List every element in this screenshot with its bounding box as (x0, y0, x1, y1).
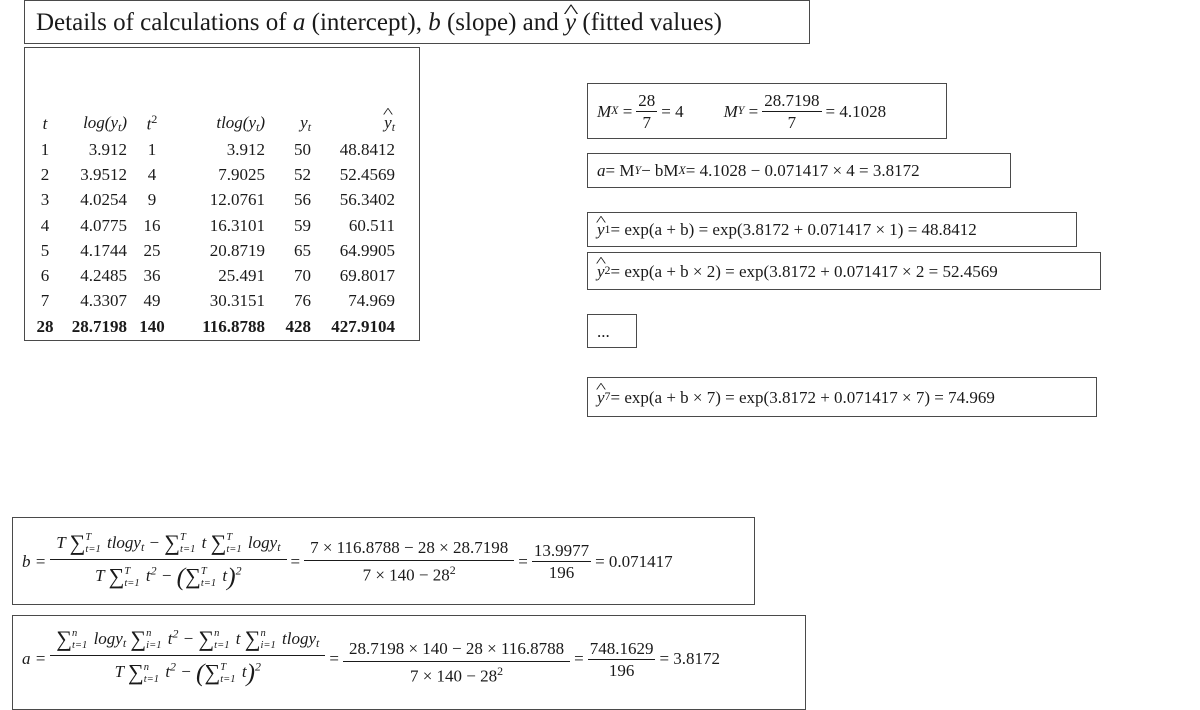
title-yhat-desc: (fitted values) (576, 9, 722, 36)
y1-symbol: ^ y (597, 221, 605, 238)
table-row (35, 289, 395, 314)
table-cell: 59 (294, 215, 311, 235)
table-cell: 56 (294, 190, 311, 210)
table-cell: 69.8017 (339, 266, 395, 286)
y1-formula: = exp(a + b) = exp(3.8172 + 0.071417 × 1) = 48.8412 (610, 220, 977, 239)
title-yhat: ^ y (565, 1, 576, 45)
calculation-table-box (24, 47, 420, 341)
table-cell: 30.3151 (209, 291, 265, 311)
table-cell: 49 (143, 291, 161, 311)
table-row (35, 162, 395, 187)
table-cell: 3.912 (226, 139, 265, 159)
table-cell: 4.1744 (80, 240, 127, 260)
b-symbolic-fraction: T ∑ T t=1 tlogy$_t$ − ∑ T t=1 t ∑ T t=1 logy$_t$ T ∑ T t=1 $t^2$ − (∑ T t=1 t)$^2$ (50, 528, 286, 594)
table-cell: 52 (294, 164, 311, 184)
table-cell: 140 (139, 316, 165, 336)
my-label: M (723, 101, 738, 121)
header-yhat-t: ^ $y_t$ (311, 110, 395, 137)
table-cell: 50 (294, 139, 311, 159)
table-cell: 7 (40, 291, 50, 311)
title-a: a (292, 9, 306, 36)
fitted-y1-box: ^ y 1 = exp(a + b) = exp(3.8172 + 0.071417 × 1) = 48.8412 (587, 212, 1077, 247)
table-cell: 28 (36, 316, 54, 336)
y7-formula: = exp(a + b × 7) = exp(3.8172 + 0.071417 × 7) = 74.969 (610, 387, 995, 407)
table-cell: 12.0761 (209, 190, 265, 210)
a-result: = 3.8172 (659, 649, 721, 668)
table-cell: 4 (40, 215, 50, 235)
table-cell: 60.511 (348, 215, 395, 235)
table-cell: 70 (294, 266, 311, 286)
fitted-y2-box: ^ y 2 = exp(a + b × 2) = exp(3.8172 + 0.071417 × 2 = 52.4569 (587, 252, 1101, 290)
table-cell: 36 (143, 266, 161, 286)
b-numeric-fraction: $\frac{7 \times 116.8788 - 28 \times 28.7198}{7 \times 140 - 28^2}$ (304, 535, 514, 588)
table-cell: 48.8412 (339, 139, 395, 159)
table-row (35, 188, 395, 213)
ellipsis-box (587, 314, 637, 348)
table-cell: 56.3402 (339, 190, 395, 210)
mx-fraction: $\frac{28}{7}$ (638, 90, 656, 132)
a-minus: − bM (641, 161, 679, 180)
table-cell: 7.9025 (218, 164, 265, 184)
table-cell: 20.8719 (209, 240, 265, 260)
mx-label: M (597, 101, 612, 121)
header-log-yt: $\log(y_t)$ (83, 112, 127, 134)
table-row (35, 137, 395, 162)
table-row (35, 263, 395, 288)
y2-symbol: ^ y (597, 263, 605, 280)
a-lhs: a = (22, 649, 47, 668)
table-cell: 6 (40, 266, 50, 286)
table-cell: 427.9104 (331, 316, 395, 336)
title-b-desc: (slope) and (440, 9, 566, 36)
table-cell: 28.7198 (71, 316, 127, 336)
table-cell: 4.0254 (80, 190, 127, 210)
table-cell: 3.9512 (80, 164, 127, 184)
my-result: = 4.1028 (825, 101, 887, 121)
table-total-row (35, 314, 395, 339)
table-cell: 1 (147, 139, 157, 159)
table-row (35, 238, 395, 263)
b-lhs: b = (22, 551, 47, 571)
a-symbolic-fraction: ∑ n t=1 logy$_t$ ∑ n i=1 $t^2$ − ∑ n t=1 t ∑ n i=1 tlogy$_t$ T ∑ n t=1 $t^2$ − (∑ T t=1 t)$^2$ (50, 624, 325, 690)
y2-formula: = exp(a + b × 2) = exp(3.8172 + 0.071417 × 2 = 52.4569 (610, 261, 998, 281)
table-cell: 3 (40, 190, 50, 210)
table-cell: 428 (285, 316, 311, 336)
a-rest: = 4.1028 − 0.071417 × 4 = 3.8172 (685, 161, 920, 180)
table-cell: 9 (147, 190, 157, 210)
intercept-simple-box: a = M Y − bM X = 4.1028 − 0.071417 × 4 = 3.8172 (587, 153, 1011, 188)
mx-result: = 4 (661, 101, 684, 121)
header-t-squared: $t^2$ (146, 112, 158, 134)
table-cell: 25.491 (218, 266, 265, 286)
page-title (24, 0, 810, 44)
a-symbol: a (597, 161, 606, 180)
a-expr: = M (605, 161, 635, 180)
b-result: = 0.071417 (595, 551, 673, 571)
table-cell: 16 (143, 215, 161, 235)
table-cell: 4 (147, 164, 157, 184)
table-cell: 16.3101 (209, 215, 265, 235)
means-formula-box: M X = $\frac{28}{7}$ = 4 M Y = $\frac{28.7198}{7}$ = 4.1028 (587, 83, 947, 139)
a-result-fraction: $\frac{748.1629}{196}$ (589, 639, 654, 680)
table-header-row (35, 110, 395, 137)
table-cell: 25 (143, 240, 161, 260)
table-cell: 1 (40, 139, 50, 159)
title-prefix: Details of calculations of (36, 9, 293, 36)
table-cell: 65 (294, 240, 311, 260)
table-cell: 4.0775 (80, 215, 127, 235)
table-cell: 74.969 (348, 291, 395, 311)
title-a-desc: (intercept), (305, 9, 429, 36)
y7-symbol: ^ y (597, 389, 605, 406)
a-numeric-fraction: $\frac{28.7198 \times 140 - 28 \times 116.8788}{7 \times 140 - 28^2}$ (343, 636, 570, 689)
my-fraction: $\frac{28.7198}{7}$ (764, 90, 820, 132)
header-tlog-yt: $tlog(y_t)$ (216, 112, 265, 134)
table-row (35, 213, 395, 238)
table-cell: 76 (294, 291, 311, 311)
table-cell: 3.912 (88, 139, 127, 159)
ellipsis: ... (597, 321, 610, 341)
table-cell: 2 (40, 164, 50, 184)
table-cell: 116.8788 (202, 316, 265, 336)
header-yt: $y_t$ (300, 112, 311, 134)
table-cell: 4.2485 (80, 266, 127, 286)
fitted-y7-box: ^ y 7 = exp(a + b × 7) = exp(3.8172 + 0.071417 × 7) = 74.969 (587, 377, 1097, 417)
intercept-formula-box: a = ∑ n t=1 logy$_t$ ∑ n i=1 $t^2$ − ∑ n t=1 t ∑ n i=1 tlogy$_t$ T ∑ n t=1 $t^2$ − (∑ T t=1 t)$^2$ = $\frac{28.7198 \times 140 - 28 \times 116.8788}{7 \times 140 - 28^2}$ = $\frac{748.1629}{196}$ = 3.8172 (12, 615, 806, 710)
table-cell: 64.9905 (339, 240, 395, 260)
calculation-table (35, 110, 395, 339)
table-cell: 4.3307 (80, 291, 127, 311)
table-cell: 5 (40, 240, 50, 260)
slope-formula-box: b = T ∑ T t=1 tlogy$_t$ − ∑ T t=1 t ∑ T t=1 logy$_t$ T ∑ T t=1 $t^2$ − (∑ T t=1 t)$^2$ = $\frac{7 \times 116.8788 - 28 \times 28.7198}{7 \times 140 - 28^2}$ = $\frac{13.9977}{196}$ = 0.071417 (12, 517, 755, 605)
header-t: t (42, 113, 48, 133)
table-cell: 52.4569 (339, 164, 395, 184)
title-b: b (428, 9, 441, 36)
b-result-fraction: $\frac{13.9977}{196}$ (533, 540, 590, 582)
